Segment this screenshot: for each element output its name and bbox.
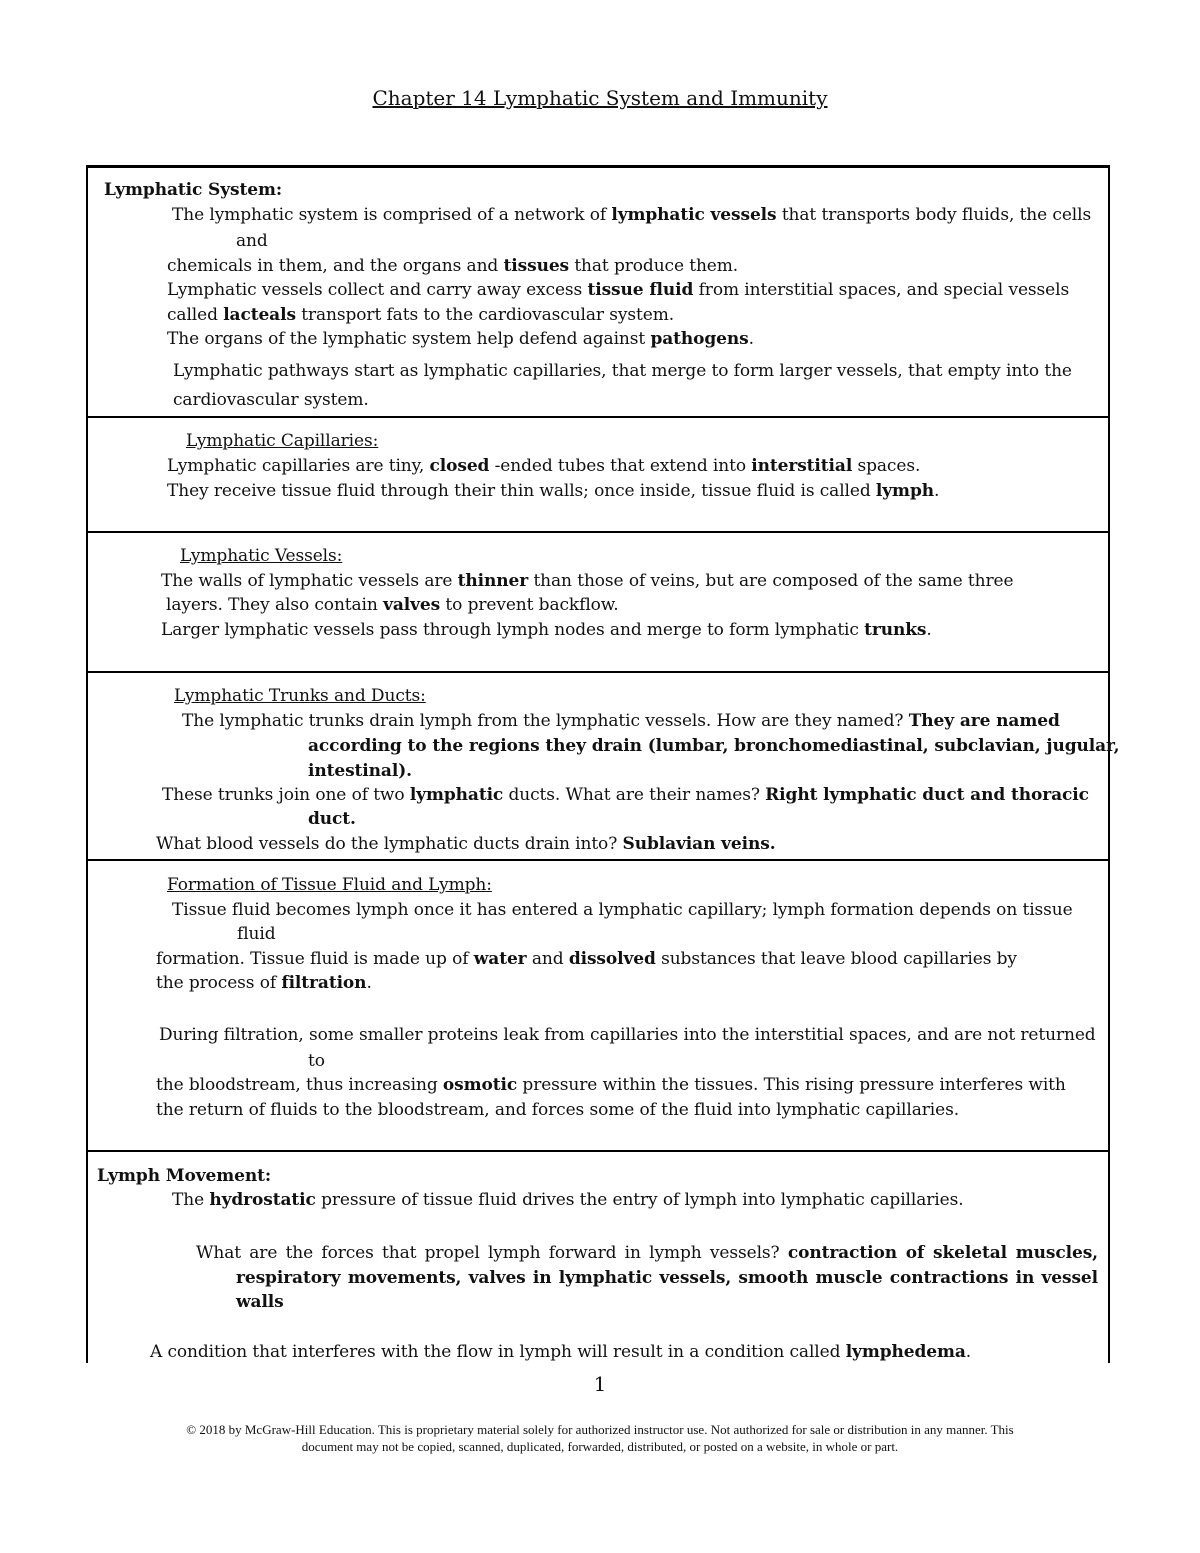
- paragraph-line: Lymphatic pathways start as lymphatic capillaries, that merge to form larger vessels, that empty into the: [173, 361, 1072, 381]
- paragraph-line: During filtration, some smaller proteins leak from capillaries into the interstitial spaces, and are not returned: [159, 1025, 1096, 1045]
- paragraph-line: chemicals in them, and the organs and tissues that produce them.: [167, 256, 739, 276]
- paragraph-line: They receive tissue fluid through their thin walls; once inside, tissue fluid is called lymph.: [167, 481, 940, 501]
- paragraph-line: the return of fluids to the bloodstream, and forces some of the fluid into lymphatic capillaries.: [156, 1100, 960, 1120]
- copyright-line: © 2018 by McGraw-Hill Education. This is proprietary material solely for authorized instructor use. Not authorized for sale or distribution in any manner. This: [186, 1422, 1014, 1437]
- paragraph-line: What blood vessels do the lymphatic ducts drain into? Sublavian veins.: [156, 834, 776, 854]
- page-title: Chapter 14 Lymphatic System and Immunity: [372, 86, 828, 110]
- paragraph-line: called lacteals transport fats to the cardiovascular system.: [167, 305, 675, 325]
- paragraph-line: respiratory movements, valves in lymphatic vessels, smooth muscle contractions in vessel: [236, 1268, 1098, 1288]
- paragraph-line: and: [236, 231, 268, 251]
- paragraph-line: intestinal).: [308, 761, 412, 781]
- paragraph-line: to: [308, 1051, 325, 1071]
- paragraph-line: Lymphatic capillaries are tiny, closed -ended tubes that extend into interstitial spaces.: [167, 456, 921, 476]
- paragraph-line: The lymphatic trunks drain lymph from the lymphatic vessels. How are they named? They are named: [182, 711, 1060, 731]
- paragraph-line: layers. They also contain valves to prevent backflow.: [166, 595, 619, 615]
- paragraph-line: duct.: [308, 809, 356, 829]
- paragraph-line: fluid: [237, 924, 276, 944]
- paragraph-line: The organs of the lymphatic system help defend against pathogens.: [167, 329, 754, 349]
- paragraph-line: What are the forces that propel lymph forward in lymph vessels? contraction of skeletal muscles,: [196, 1243, 1098, 1263]
- section-heading-vessels: Lymphatic Vessels:: [180, 546, 343, 566]
- section-heading-capillaries: Lymphatic Capillaries:: [186, 431, 379, 451]
- section-heading-movement: Lymph Movement:: [97, 1166, 272, 1186]
- paragraph-line: The walls of lymphatic vessels are thinner than those of veins, but are composed of the same three: [161, 571, 1014, 591]
- paragraph-line: the bloodstream, thus increasing osmotic pressure within the tissues. This rising pressure interferes with: [156, 1075, 1066, 1095]
- copyright-line: document may not be copied, scanned, duplicated, forwarded, distributed, or posted on a website, in whole or part.: [301, 1439, 899, 1454]
- paragraph-line: These trunks join one of two lymphatic ducts. What are their names? Right lymphatic duct and thoracic: [162, 785, 1089, 805]
- paragraph-line: the process of filtration.: [156, 973, 372, 993]
- paragraph-line: walls: [236, 1292, 284, 1312]
- paragraph-line: The hydrostatic pressure of tissue fluid drives the entry of lymph into lymphatic capillaries.: [172, 1190, 964, 1210]
- paragraph-line: Tissue fluid becomes lymph once it has entered a lymphatic capillary; lymph formation depends on tissue: [172, 900, 1073, 920]
- paragraph-line: according to the regions they drain (lumbar, bronchomediastinal, subclavian, jugular,: [308, 736, 1120, 756]
- paragraph-line: cardiovascular system.: [173, 390, 369, 410]
- paragraph-line: A condition that interferes with the flow in lymph will result in a condition called lymphedema.: [150, 1342, 972, 1362]
- copyright-notice: [90, 1421, 1110, 1455]
- paragraph-line: formation. Tissue fluid is made up of water and dissolved substances that leave blood capillaries by: [156, 949, 1017, 969]
- paragraph-line: Lymphatic vessels collect and carry away excess tissue fluid from interstitial spaces, and special vessels: [167, 280, 1070, 300]
- section-heading-lymphatic-system: Lymphatic System:: [104, 180, 283, 200]
- page-number: 1: [593, 1372, 607, 1396]
- paragraph-line: The lymphatic system is comprised of a network of lymphatic vessels that transports body fluids, the cells: [172, 205, 1092, 225]
- section-heading-trunks: Lymphatic Trunks and Ducts:: [174, 686, 426, 706]
- section-heading-formation: Formation of Tissue Fluid and Lymph:: [167, 875, 492, 895]
- paragraph-line: Larger lymphatic vessels pass through lymph nodes and merge to form lymphatic trunks.: [161, 620, 932, 640]
